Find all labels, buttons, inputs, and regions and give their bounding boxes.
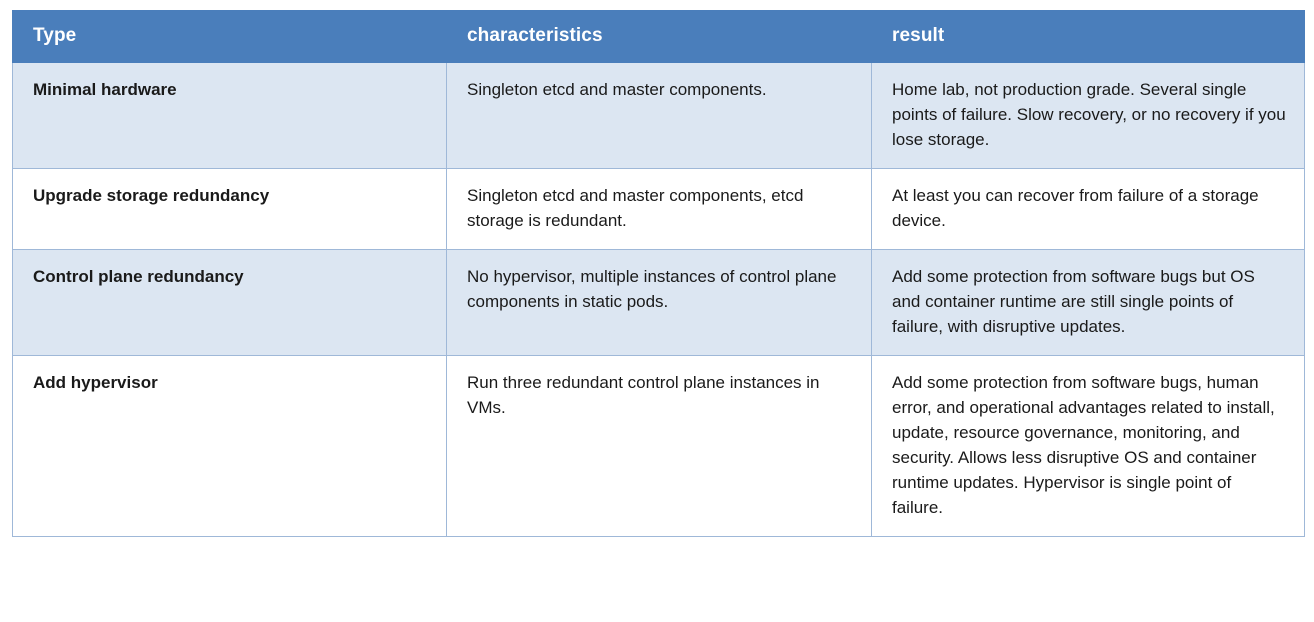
cell-type: Control plane redundancy <box>13 250 447 356</box>
cell-result: Home lab, not production grade. Several single points of failure. Slow recovery, or no recovery if you lose storage. <box>872 63 1305 169</box>
column-header-result: result <box>872 11 1305 63</box>
column-header-type: Type <box>13 11 447 63</box>
cell-result: Add some protection from software bugs, human error, and operational advantages related to install, update, resource governance, monitoring, and security. Allows less disruptive OS and container runtime updates. Hypervisor is single point of failure. <box>872 356 1305 537</box>
cell-characteristics: Singleton etcd and master components. <box>447 63 872 169</box>
table-row <box>13 63 1305 169</box>
column-header-characteristics: characteristics <box>447 11 872 63</box>
cell-characteristics: No hypervisor, multiple instances of control plane components in static pods. <box>447 250 872 356</box>
cell-type: Minimal hardware <box>13 63 447 169</box>
cell-result: Add some protection from software bugs but OS and container runtime are still single points of failure, with disruptive updates. <box>872 250 1305 356</box>
cell-type: Upgrade storage redundancy <box>13 169 447 250</box>
table-header <box>13 11 1305 63</box>
cell-characteristics: Run three redundant control plane instances in VMs. <box>447 356 872 537</box>
table-row <box>13 356 1305 537</box>
cell-type: Add hypervisor <box>13 356 447 537</box>
table-header-row <box>13 11 1305 63</box>
top-margin <box>0 0 1314 10</box>
comparison-table <box>12 10 1305 537</box>
cell-characteristics: Singleton etcd and master components, etcd storage is redundant. <box>447 169 872 250</box>
table-row <box>13 169 1305 250</box>
table-row <box>13 250 1305 356</box>
cell-result: At least you can recover from failure of a storage device. <box>872 169 1305 250</box>
table-body <box>13 63 1305 537</box>
